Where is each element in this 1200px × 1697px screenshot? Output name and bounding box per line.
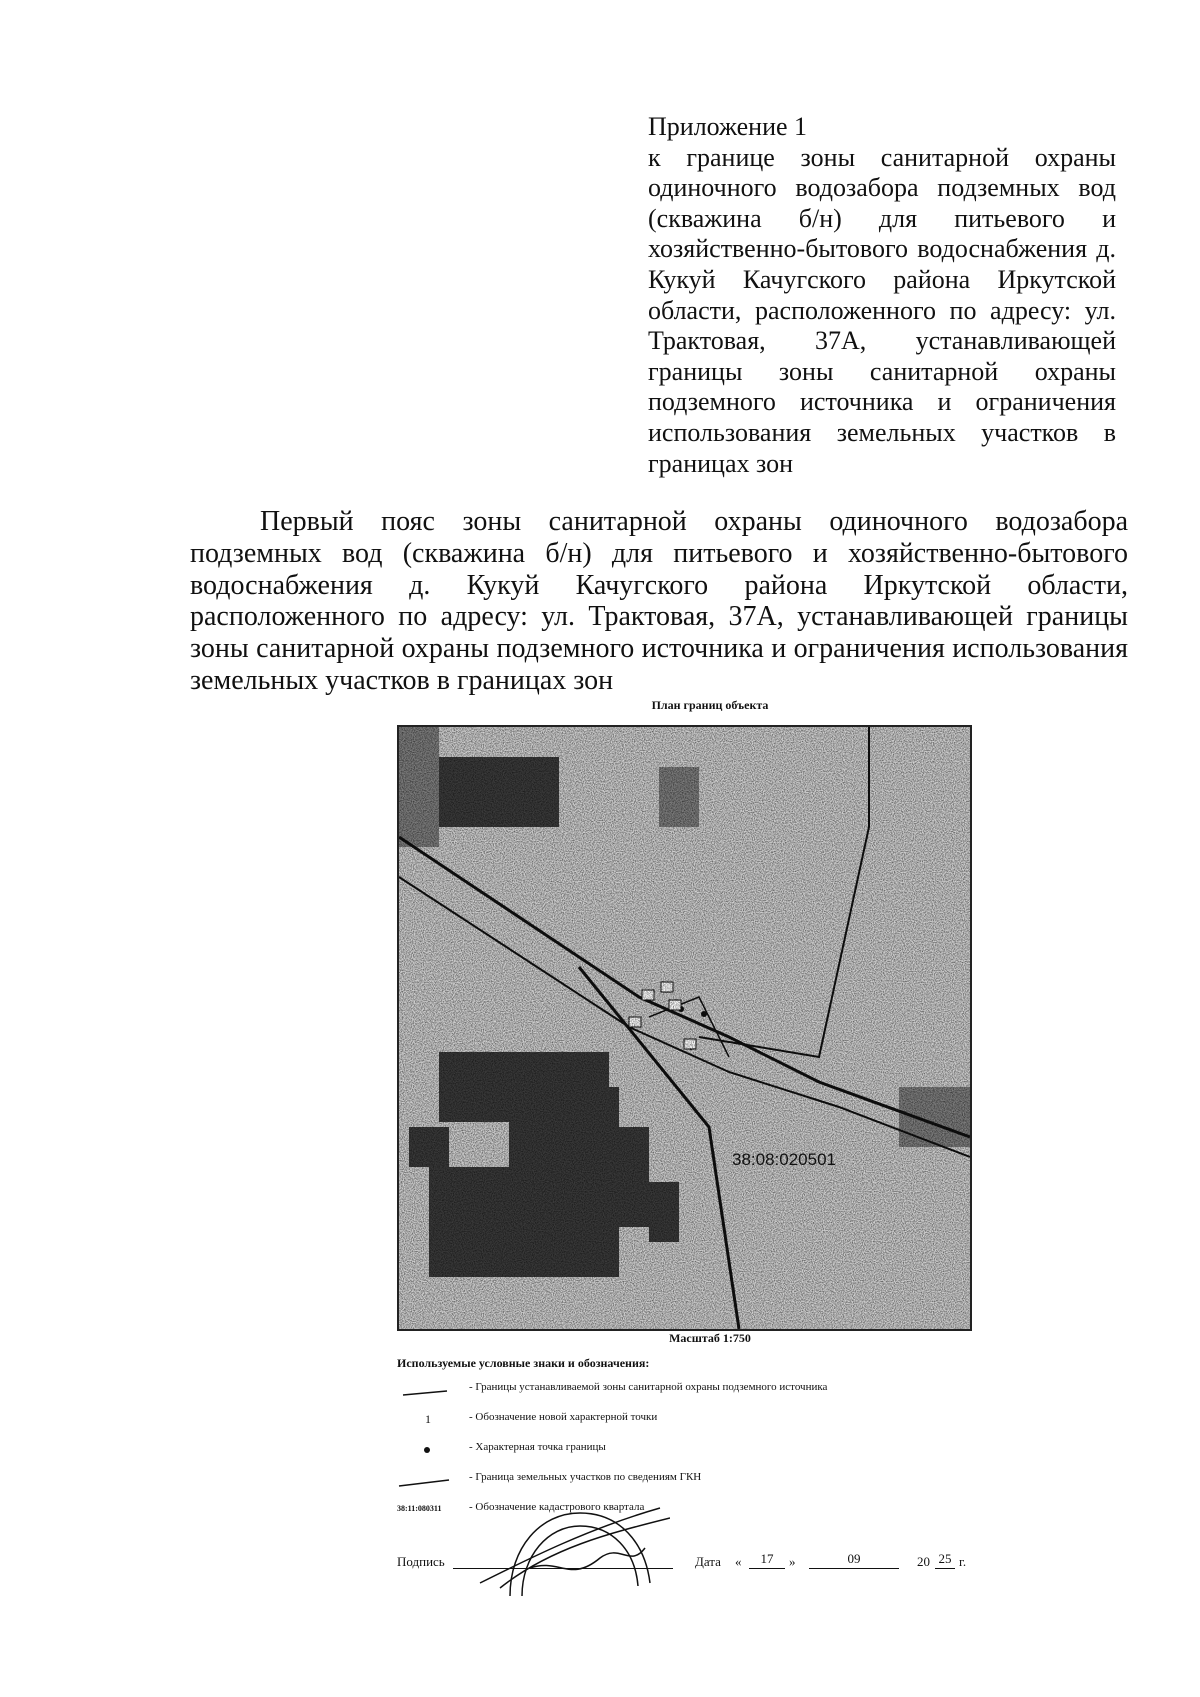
legend-text: - Характерная точка границы [469, 1441, 606, 1453]
year-unit: г. [959, 1554, 967, 1569]
signature-underline [453, 1568, 673, 1569]
date-year: 25 [938, 1551, 952, 1566]
map-scale: Масштаб 1:750 [669, 1331, 751, 1345]
map-graphic [399, 727, 970, 1329]
signature-label: Подпись [397, 1554, 445, 1569]
point-number-icon: 1 [425, 1412, 431, 1426]
date-day: 17 [760, 1551, 774, 1566]
parcel-line-icon [397, 1468, 465, 1490]
legend-text: - Обозначение кадастрового квартала [469, 1501, 645, 1513]
legend-title: Используемые условные знаки и обозначения: [397, 1356, 650, 1370]
year-prefix: 20 [917, 1554, 930, 1569]
legend-text: - Границы устанавливаемой зоны санитарной охраны подземного источника [469, 1381, 828, 1393]
open-quote: « [735, 1554, 742, 1569]
quarter-code-icon: 38:11:080311 [397, 1504, 442, 1513]
map-title: План границ объекта [651, 698, 769, 712]
main-paragraph: Первый пояс зоны санитарной охраны одиночного водозабора подземных вод (скважина б/н) для питьевого и хозяйственно-бытового водоснабжения д. Кукуй Качугского района Иркутской области, расположенного по адресу: ул. Трактовая, 37А, устанавливающей границы зоны санитарной охраны подземного источника и ограничения использования земельных участков в границах зон [190, 506, 1128, 696]
legend-item [397, 1378, 957, 1400]
boundary-line-icon [397, 1378, 465, 1400]
legend-text: - Обозначение новой характерной точки [469, 1411, 658, 1423]
date-label: Дата [695, 1554, 721, 1569]
quarter-label: 38:08:020501 [732, 1150, 836, 1169]
boundary-map [397, 725, 972, 1331]
appendix-title: Приложение 1 [648, 112, 808, 141]
legend-text: - Граница земельных участков по сведениям ГКН [469, 1471, 702, 1483]
legend-item [397, 1408, 957, 1430]
legend-item [397, 1438, 957, 1460]
legend-item [397, 1468, 957, 1490]
point-dot-icon [397, 1438, 465, 1460]
appendix-text: к границе зоны санитарной охраны одиночного водозабора подземных вод (скважина б/н) для питьевого и хозяйственно-бытового водоснабжения д. Кукуй Качугского района Иркутской области, расположенного по адресу: ул. Трактовая, 37А, устанавливающей границы зоны санитарной охраны подземного источника и ограничения использования земельных участков в границах зон [648, 142, 1116, 478]
day-underline [749, 1568, 785, 1569]
date-month: 09 [847, 1551, 861, 1566]
month-underline [809, 1568, 899, 1569]
close-quote: » [789, 1554, 796, 1569]
year-underline [935, 1568, 955, 1569]
appendix-block [648, 112, 1116, 479]
signature-line [397, 1536, 977, 1576]
